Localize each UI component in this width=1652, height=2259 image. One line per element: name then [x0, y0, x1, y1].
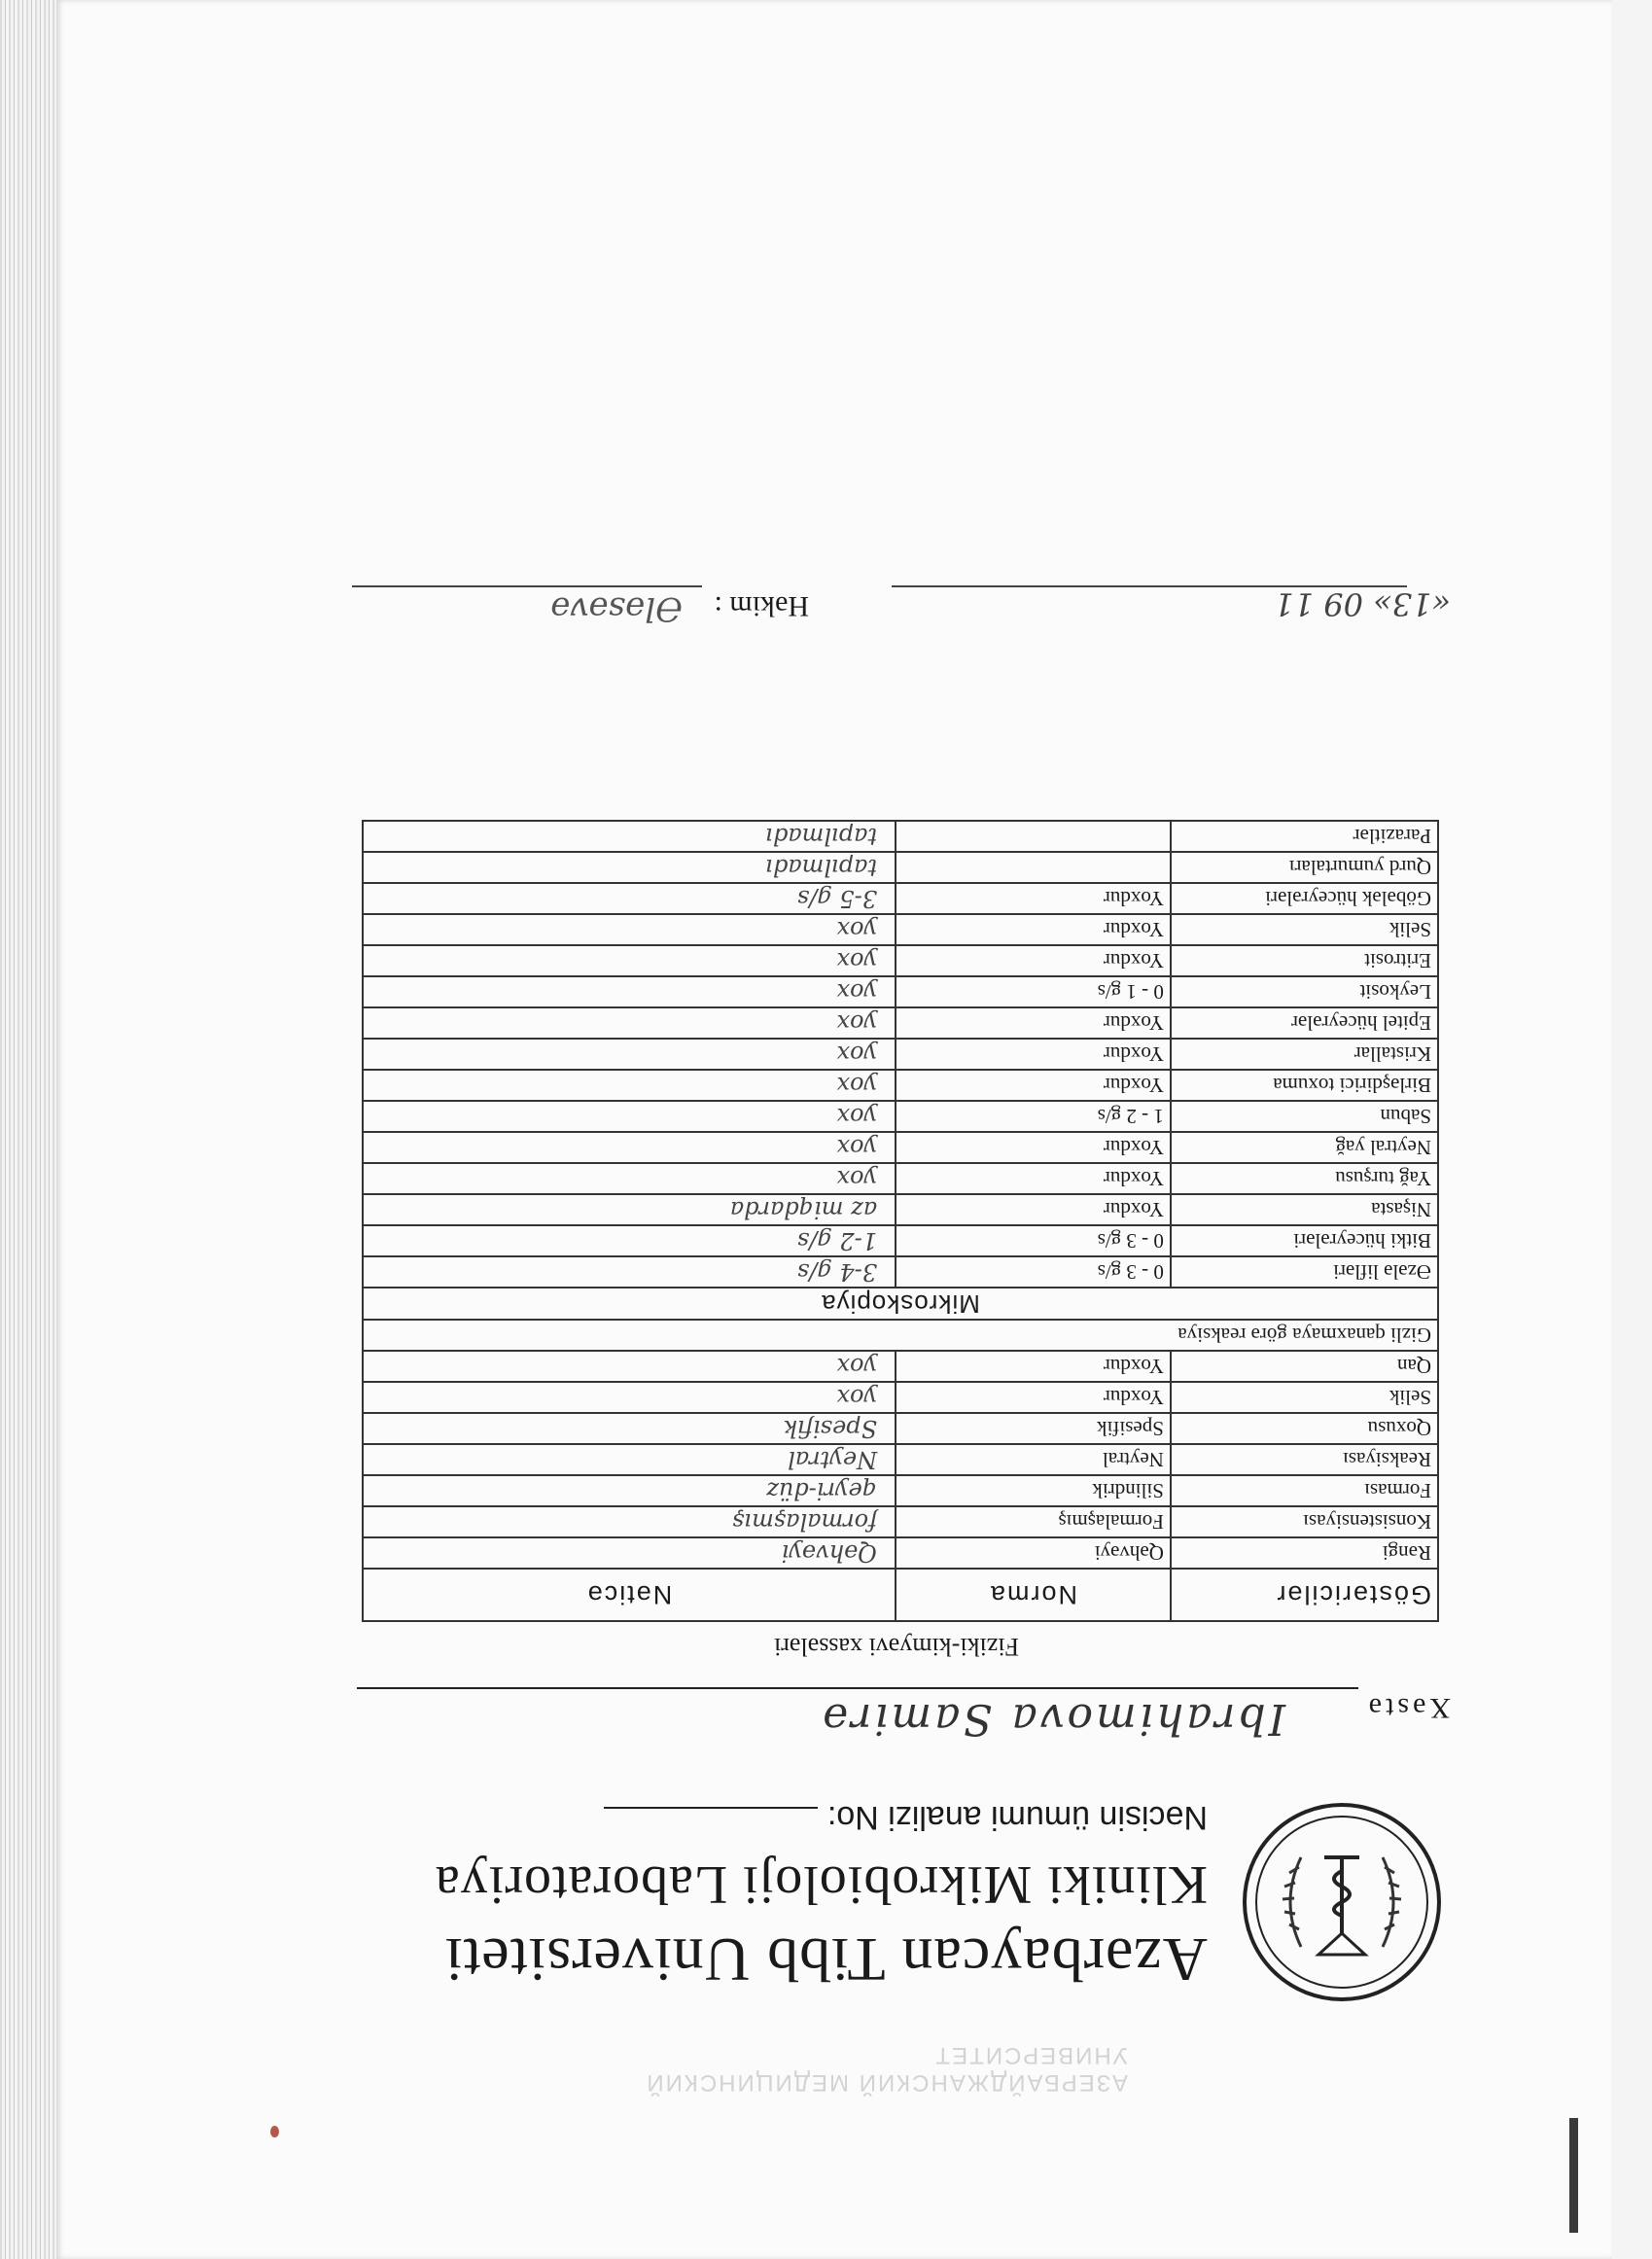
table-row	[363, 1101, 1438, 1132]
norm-cell: Yoxdur	[896, 1194, 1171, 1225]
table-row	[363, 976, 1438, 1007]
norm-cell: 1 - 2 g/s	[896, 1101, 1171, 1132]
column-header-indicator: Göstəricilər	[1171, 1569, 1438, 1621]
table-row	[363, 1413, 1438, 1444]
results-table	[362, 820, 1439, 1622]
result-cell-handwritten: yox	[363, 1039, 896, 1070]
scanner-page-edge	[0, 0, 56, 2259]
norm-cell: Qəhvəyi	[896, 1537, 1171, 1569]
indicator-cell: Konsistensiyası	[1171, 1506, 1438, 1537]
indicator-cell: Leykosit	[1171, 976, 1438, 1007]
table-row	[363, 1256, 1438, 1288]
form-footer	[342, 574, 1451, 642]
indicator-cell: Qan	[1171, 1351, 1438, 1382]
norm-cell: Yoxdur	[896, 1039, 1171, 1070]
norm-cell: Yoxdur	[896, 945, 1171, 976]
table-row	[363, 1039, 1438, 1070]
table-row	[363, 852, 1438, 883]
patient-line	[357, 1687, 1358, 1689]
doctor-label: Həkim :	[714, 590, 809, 622]
result-cell-handwritten: Neytral	[363, 1444, 896, 1475]
table-row	[363, 1194, 1438, 1225]
table-row-microscopy	[363, 1288, 1438, 1320]
table-row	[363, 1070, 1438, 1101]
result-cell-handwritten: yox	[363, 1163, 896, 1194]
column-header-result: Nəticə	[363, 1569, 896, 1621]
result-cell-handwritten: yox	[363, 914, 896, 945]
indicator-cell: Göbələk hüceyrələri	[1171, 883, 1438, 914]
indicator-cell: Yağ turşusu	[1171, 1163, 1438, 1194]
table-row	[363, 1537, 1438, 1569]
table-row	[363, 1351, 1438, 1382]
indicator-cell: Selik	[1171, 1382, 1438, 1413]
norm-cell: Yoxdur	[896, 1382, 1171, 1413]
result-cell-handwritten: yox	[363, 1382, 896, 1413]
result-cell-handwritten: formalaşmış	[363, 1506, 896, 1537]
norm-cell: Yoxdur	[896, 1163, 1171, 1194]
table-row	[363, 883, 1438, 914]
table-row	[363, 821, 1438, 852]
edge-mark	[1569, 2118, 1578, 2233]
table-row-occult-blood	[363, 1320, 1438, 1351]
indicator-cell: Bitki hüceyrələri	[1171, 1225, 1438, 1256]
norm-cell: 0 - 1 g/s	[896, 976, 1171, 1007]
form-header	[342, 1789, 1451, 2042]
indicator-cell: Parazitlər	[1171, 821, 1438, 852]
doctor-signature: Ələsəvə	[550, 589, 683, 628]
result-cell-handwritten: Qəhvəyi	[363, 1537, 896, 1569]
patient-label: Xəstə	[1364, 1692, 1451, 1724]
result-cell-handwritten: yox	[363, 1070, 896, 1101]
norm-cell: Formalaşmış	[896, 1506, 1171, 1537]
table-row	[363, 1506, 1438, 1537]
indicator-cell: Reaksiyası	[1171, 1444, 1438, 1475]
physical-section-title: Fiziki-kimyəvi xassələri	[774, 1633, 1020, 1661]
result-cell-handwritten: yox	[363, 1101, 896, 1132]
laboratory-title: Kliniki Mikrobioloji Laboratoriya	[434, 1854, 1208, 1915]
analysis-title	[604, 1798, 1208, 1836]
indicator-cell: Rəngi	[1171, 1537, 1438, 1569]
column-header-norm: Norma	[896, 1569, 1171, 1621]
result-cell-handwritten: tapılmadı	[363, 821, 896, 852]
table-row	[363, 1225, 1438, 1256]
table-row	[363, 1007, 1438, 1039]
norm-cell: Yoxdur	[896, 914, 1171, 945]
result-cell-handwritten: 1-2 g/s	[363, 1225, 896, 1256]
indicator-cell: Sabun	[1171, 1101, 1438, 1132]
result-cell-handwritten: Spesifik	[363, 1413, 896, 1444]
university-title: Azərbaycan Tibb Universiteti	[443, 1925, 1208, 1994]
indicator-cell: Birləşdirici toxuma	[1171, 1070, 1438, 1101]
indicator-cell: Əzələ lifləri	[1171, 1256, 1438, 1288]
result-cell-handwritten: az miqdarda	[363, 1194, 896, 1225]
result-cell-handwritten: yox	[363, 1007, 896, 1039]
indicator-cell: Epitel hüceyrələr	[1171, 1007, 1438, 1039]
result-cell-handwritten: qeyri-düz	[363, 1475, 896, 1506]
patient-row	[342, 1677, 1451, 1746]
indicator-cell: Qurd yumurtaları	[1171, 852, 1438, 883]
indicator-cell: Selik	[1171, 914, 1438, 945]
indicator-cell: Nişasta	[1171, 1194, 1438, 1225]
norm-cell	[896, 852, 1171, 883]
norm-cell: Neytral	[896, 1444, 1171, 1475]
microscopy-label: Mikroskopiya	[363, 1288, 1438, 1320]
indicator-cell: Eritrosit	[1171, 945, 1438, 976]
result-cell-handwritten: 3-4 g/s	[363, 1256, 896, 1288]
indicator-cell: Forması	[1171, 1475, 1438, 1506]
result-cell-handwritten: yox	[363, 976, 896, 1007]
table-row	[363, 914, 1438, 945]
norm-cell	[896, 821, 1171, 852]
norm-cell: Yoxdur	[896, 1007, 1171, 1039]
table-row	[363, 1163, 1438, 1194]
indicator-cell: Kristallar	[1171, 1039, 1438, 1070]
norm-cell: Yoxdur	[896, 1351, 1171, 1382]
table-row	[363, 1444, 1438, 1475]
table-header-row	[363, 1569, 1438, 1621]
result-cell-handwritten: 3-5 g/s	[363, 883, 896, 914]
norm-cell: Spesifik	[896, 1413, 1171, 1444]
analysis-number-label: Nəcisin ümumi analizi No:	[826, 1799, 1208, 1836]
norm-cell: Silindrik	[896, 1475, 1171, 1506]
table-row	[363, 1475, 1438, 1506]
ink-dot	[270, 2126, 279, 2137]
patient-name-handwritten: Ibrahimova Samirə	[820, 1694, 1285, 1744]
doctor-line	[352, 585, 702, 587]
date-handwritten: «13» 09 11	[1274, 585, 1451, 622]
result-cell-handwritten: yox	[363, 945, 896, 976]
kml-logo-icon	[1241, 1801, 1443, 2003]
norm-cell: Yoxdur	[896, 1132, 1171, 1163]
result-cell-handwritten: yox	[363, 1132, 896, 1163]
norm-cell: 0 - 3 g/s	[896, 1225, 1171, 1256]
norm-cell: Yoxdur	[896, 883, 1171, 914]
indicator-cell: Qoxusu	[1171, 1413, 1438, 1444]
result-cell-handwritten: tapılmadı	[363, 852, 896, 883]
table-row	[363, 945, 1438, 976]
analysis-number-line	[604, 1807, 818, 1809]
bleed-through-text: АЗЕРБАЙДЖАНСКИЙ МЕДИЦИНСКИЙ УНИВЕРСИТЕТ	[645, 2042, 1128, 2096]
norm-cell: 0 - 3 g/s	[896, 1256, 1171, 1288]
result-cell-handwritten: yox	[363, 1351, 896, 1382]
table-row	[363, 1132, 1438, 1163]
occult-blood-label: Gizli qanaxmaya görə reaksiya	[363, 1320, 1438, 1351]
table-row	[363, 1382, 1438, 1413]
indicator-cell: Neytral yağ	[1171, 1132, 1438, 1163]
norm-cell: Yoxdur	[896, 1070, 1171, 1101]
date-line	[892, 585, 1407, 587]
analysis-form	[342, 564, 1451, 2042]
